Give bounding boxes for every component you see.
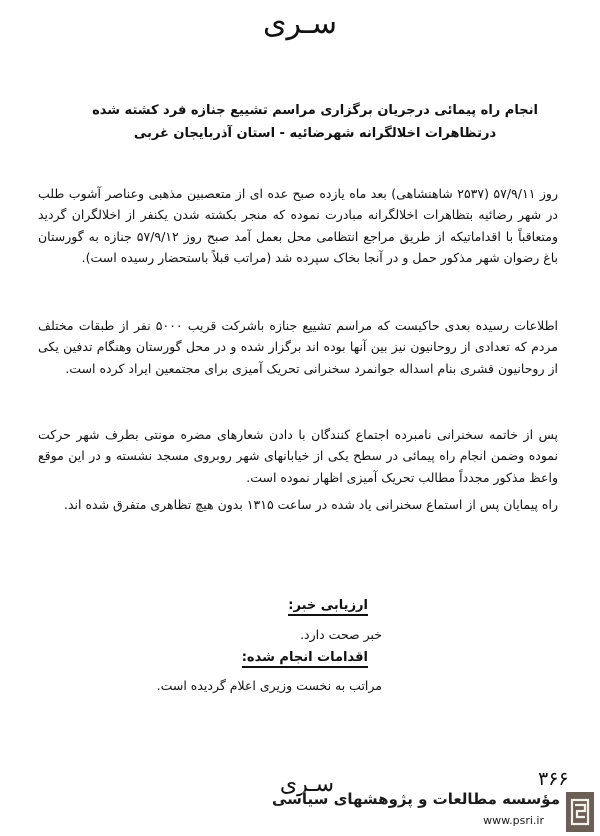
actions-heading: اقدامات انجام شده: xyxy=(242,650,368,668)
paragraph-text: راه پیمایان پس از استماع سخنرانی یاد شده در ساعت ۱۳۱۵ بدون هیچ تظاهری متفرق شده اند. xyxy=(64,497,558,512)
subject-line-2: درتظاهرات اخلالگرانه شهرضائیه - استان آذربایجان غربی xyxy=(133,126,497,141)
evaluation-heading: ارزیابی خبر: xyxy=(288,598,368,616)
subject-line-1: انجام راه پیمائی درجریان برگزاری مراسم تشییع جنازه فرد کشته شده xyxy=(92,103,538,118)
body-paragraph-2 xyxy=(38,315,558,379)
body-paragraph-4 xyxy=(38,494,558,515)
classification-footer: سـری xyxy=(279,772,335,797)
paragraph-text: روز ۵۷/۹/۱۱ (۲۵۳۷ شاهنشاهی) بعد ماه یازده صبح عده ای از متعصبین مذهبی وعناصر آشوب طلب در شهر رضائیه بتظاهرات اخلالگرانه مبادرت نموده که منجر بکشته شدن یکنفر از اخلالگران گردید ومتعاقباً با اقداماتیکه از طریق مراجع انتظامی محل بعمل آمد صبح روز ۵۷/۹/۱۲ جنازه به گورستان باغ رضوان شهر مذکور حمل و در آنجا بخاک سپرده شد (مراتب قبلاً باستحضار رسیده است). xyxy=(38,186,558,266)
watermark-url: www.psri.ir xyxy=(483,814,544,827)
body-paragraph-3 xyxy=(38,424,558,488)
paragraph-text: اطلاعات رسیده بعدی حاکیست که مراسم تشییع جنازه باشرکت قریب ۵۰۰۰ نفر از طبقات مختلف مردم که تعدادی از روحانیون نیز بین آنها بوده اند برگزار شده و در محل گورستان وهنگام تدفین یکی از روحانیون قشری بنام اسداله جوانمرد سخنرانی تحریک آمیزی برای مجتمعین ایراد کرده است. xyxy=(38,318,558,376)
institute-logo-icon xyxy=(566,792,594,832)
evaluation-text: خبر صحت دارد. xyxy=(300,627,382,642)
page-number: ۳۶۶ xyxy=(538,768,569,790)
body-paragraph-1 xyxy=(38,183,558,269)
paragraph-text: پس از خاتمه سخنرانی نامبرده اجتماع کنندگان با دادن شعارهای مضره مونتی بطرف شهر حرکت نموده وضمن انجام راه پیمائی در سطح یکی از خیابانهای شهر روبروی مسجد نشسته و در این موقع واعظ مذکور مجدداً مطالب تحریک آمیزی اظهار نموده است. xyxy=(38,427,558,485)
actions-text: مراتب به نخست وزیری اعلام گردیده است. xyxy=(156,678,382,693)
logo-glyph-icon xyxy=(569,797,591,827)
classification-header: سـری xyxy=(263,6,337,41)
watermark-title: مؤسسه مطالعات و پژوهشهای سیاسی xyxy=(271,790,560,808)
publisher-watermark xyxy=(271,790,596,836)
